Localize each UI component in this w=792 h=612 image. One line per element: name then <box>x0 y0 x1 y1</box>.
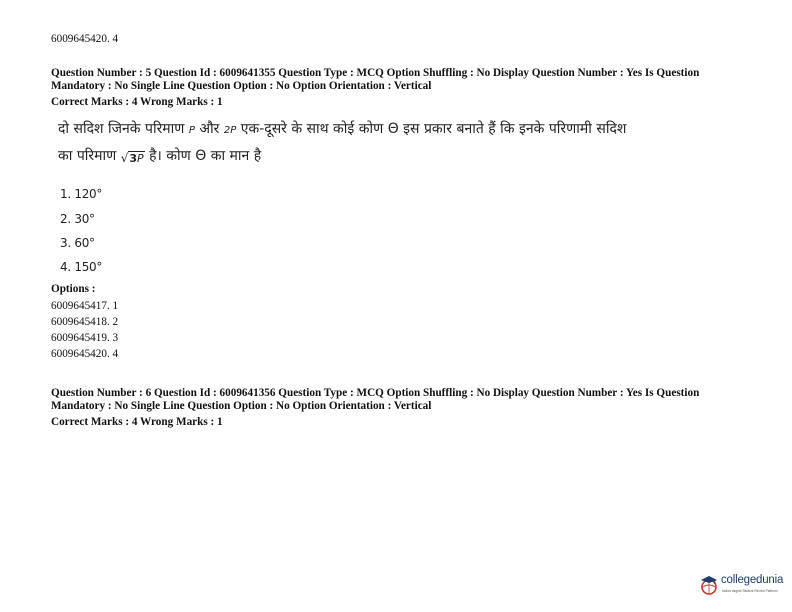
sqrt-value: 3 <box>129 152 138 165</box>
q5-question-line2 <box>58 147 261 168</box>
option-id-line: 6009645420. 4 <box>51 33 119 45</box>
q5-choice-2: 2. 30° <box>60 212 95 226</box>
sqrt-radical: √ <box>120 151 129 165</box>
graduation-cap-globe-icon <box>699 574 719 596</box>
q5-marks: Correct Marks : 4 Wrong Marks : 1 <box>51 96 223 108</box>
q6-marks: Correct Marks : 4 Wrong Marks : 1 <box>51 416 223 428</box>
var-p: P <box>188 125 195 136</box>
q5-text-part3: एक-दूसरे के साथ कोई कोण <box>236 121 388 137</box>
options-label: Options : <box>51 283 96 295</box>
q5-choice-1: 1. 120° <box>60 187 103 201</box>
q5-choice-4: 4. 150° <box>60 260 103 274</box>
sqrt-3p <box>121 149 145 168</box>
q5-text-part4: इस प्रकार बनाते हैं कि इनके परिणामी सदिश <box>398 121 627 137</box>
collegedunia-logo <box>697 571 791 603</box>
q5-text-part2: और <box>194 121 224 137</box>
q5-text-part1: दो सदिश जिनके परिमाण <box>58 121 189 137</box>
q5-text-line2-b: है। कोण <box>144 148 196 164</box>
option-line-2: 6009645418. 2 <box>51 316 119 328</box>
option-line-1: 6009645417. 1 <box>51 300 119 312</box>
q5-header-line1: Question Number : 5 Question Id : 6009641355 Question Type : MCQ Option Shuffling : No Display Question Number : Yes Is Question <box>51 67 700 79</box>
q5-text-line2-c: का मान है <box>206 148 262 164</box>
q6-header-line2: Mandatory : No Single Line Question Option : No Option Orientation : Vertical <box>51 400 432 412</box>
q5-header-line2: Mandatory : No Single Line Question Option : No Option Orientation : Vertical <box>51 80 432 92</box>
option-line-3: 6009645419. 3 <box>51 332 119 344</box>
q5-text-line2-a: का परिमाण <box>58 148 121 164</box>
logo-name: collegedunia <box>721 574 784 586</box>
option-line-4: 6009645420. 4 <box>51 348 119 360</box>
theta-symbol: Θ <box>387 121 399 137</box>
sqrt-var: P <box>137 152 144 165</box>
q5-question-line1 <box>58 120 626 140</box>
var-2p: 2P <box>223 125 237 136</box>
theta-symbol-2: Θ <box>195 148 207 164</box>
q6-header-line1: Question Number : 6 Question Id : 6009641356 Question Type : MCQ Option Shuffling : No Display Question Number : Yes Is Question <box>51 387 700 399</box>
q5-choice-3: 3. 60° <box>60 236 95 250</box>
logo-tagline: India's largest Student Review Platform <box>722 589 778 593</box>
